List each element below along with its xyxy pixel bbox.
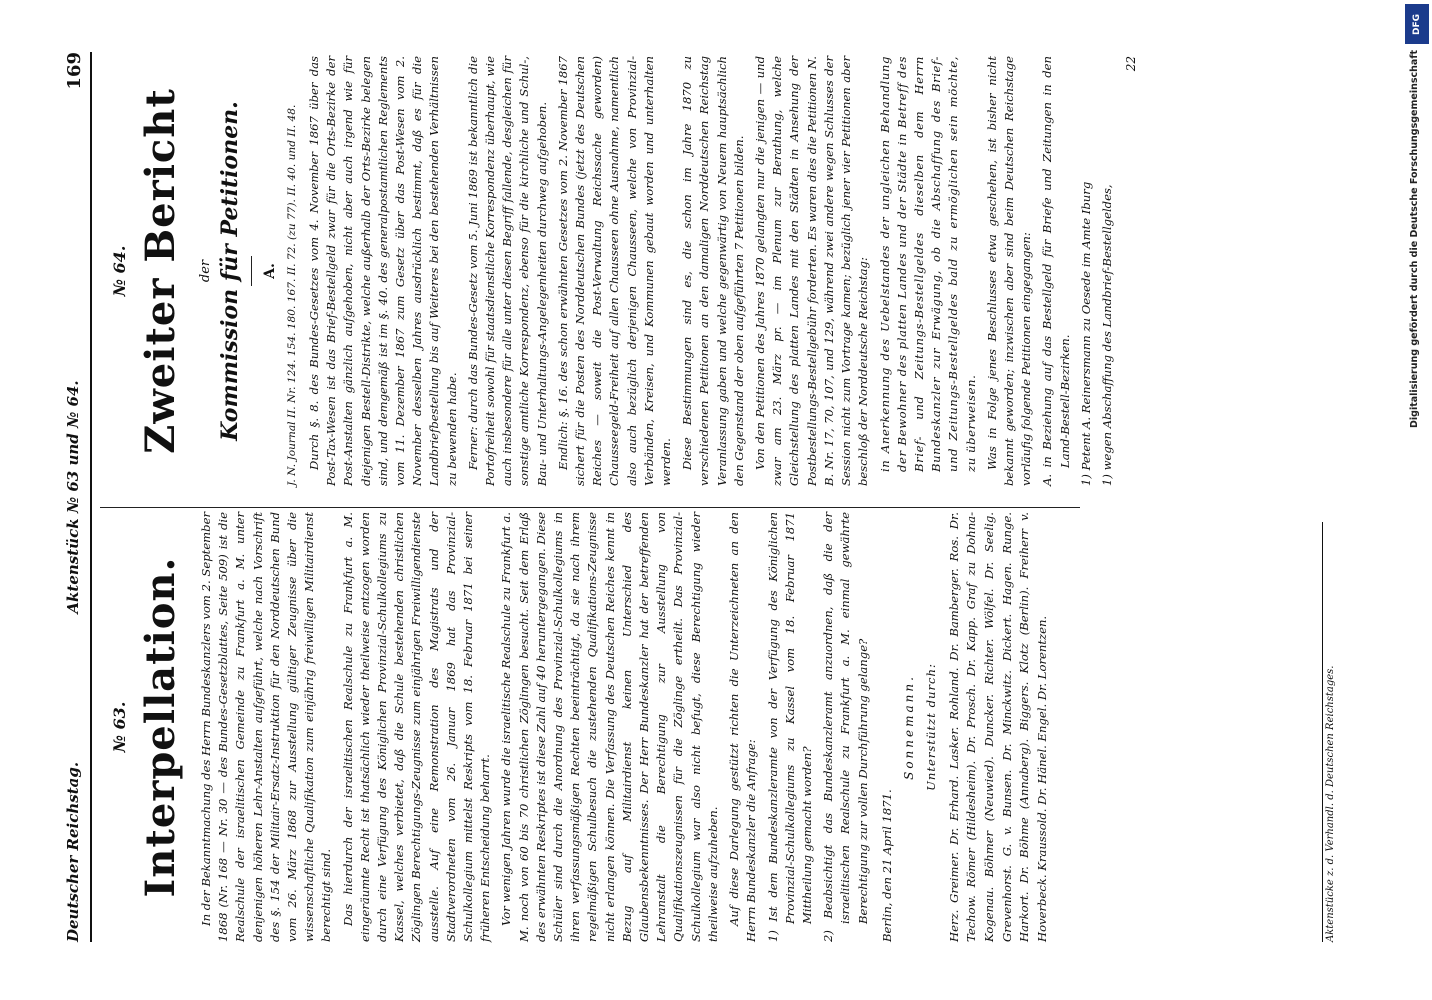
journal-reference: J. N. Journal II. Nr. 124. 154. 180. 167. II. 72. (zu 77). II. 40. und II. 48.	[286, 104, 298, 486]
report-paragraph: Diese Bestimmungen sind es, die schon im Jahre 1870 zu verschiedenen Petitionen an den damaligen Norddeutschen Reichstag Veranlassung gaben und welche gegenwärtig von Neuem hauptsächlich den Gegenstand der oben aufgeführten 7 Petitionen bilden.	[680, 56, 746, 486]
page-number: 169	[64, 52, 85, 90]
document-number-64: № 64.	[110, 245, 129, 297]
date-line: Berlin, den 21 April 1871.	[879, 789, 894, 942]
report-subtitle: Kommission für Petitionen.	[217, 101, 243, 441]
petition-category-a: A. in Beziehung auf das Bestellgeld für Briefe und Zeitungen in den Land-Bestell-Bezirken.	[1040, 56, 1072, 486]
dfg-logo: DFG	[1405, 4, 1429, 44]
report-title: Zweiter Bericht	[137, 88, 184, 454]
page-footer: Aktenstücke z. d. Verhandl. d. Deutschen Reichstages.	[1322, 522, 1336, 942]
closing-paragraph: Was in Folge jenes Beschlusses etwa geschehen, ist bisher nicht bekannt geworden; inzwischen aber sind beim Deutschen Reichstage vorläufig folgende Petitionen eingegangen:	[984, 56, 1034, 486]
resolution-text: in Anerkennung des Uebelstandes der ungleichen Behandlung der Bewohner des platten Landes und der Städte in Betreff des Brief- und Zeitungs-Bestellgeldes dieselben dem Herrn Bundeskanzler zur Erwägung, ob die Abschaffung des Brief- und Zeitungs-Bestellgeldes bald zu ermöglichen sein möchte, zu überweisen.	[877, 56, 978, 472]
supporters-list: Herz. Greimer. Dr. Erhard. Lasker. Rohland. Dr. Bamberger. Ros. Dr. Techow. Römer (Hildesheim). Dr. Prosch. Dr. Kapp. Graf zu Dohna-Kogenau. Böhmer (Neuwied). Duncker. Richter. Wölfel. Dr. Seelig. Grevenhorst. G. v. Bunsen. Dr. Minckwitz. Dickert. Hagen. Runge. Harkort. Dr. Böhme (Annaberg). Biggers. Klotz (Berlin). Freiherr v. Hoverbeck. Kraussold. Dr. Hänel. Engel. Dr. Lorentzen.	[946, 512, 1049, 942]
signer-name: Sonnemann.	[901, 674, 916, 780]
petition-item-1-detail: 1) wegen Abschaffung des Landbrief-Bestellgeldes,	[1099, 184, 1114, 486]
section-letter: A.	[262, 263, 278, 279]
report-paragraph: Ferner: durch das Bundes-Gesetz vom 5. Juni 1869 ist bekanntlich die Portofreiheit sowohl für staatsdienstliche Korrespondenz überhaupt, wie auch insbesondere für alle unter diesen Begriff fallende, desgleichen für sonstige amtliche Korrespondenz, ebenso für die kirchliche und Schul-, Bau- und Unterhaltungs-Angelegenheiten durchweg aufgehoben.	[465, 56, 549, 486]
left-column	[104, 512, 1057, 942]
supported-by-label: Unterstützt durch:	[923, 663, 938, 791]
signature-mark: 22	[1124, 56, 1139, 72]
digitization-credit-strip	[1402, 0, 1432, 1000]
title-rule	[251, 256, 252, 286]
header-publication: Deutscher Reichstag.	[64, 761, 82, 942]
report-paragraph: Von den Petitionen des Jahres 1870 gelangten nur die jenigen — und zwar am 23. März pr. — im Plenum zur Berathung, welche Gleichstellung des platten Landes mit den Städten in Ansehung der Postbestellungs-Bestellgebühr forderten. Es waren dies die Petitionen N. B. Nr. 17, 70, 107, und 129, während zwei andere wegen Schlusses der Session nicht zum Vortrage kamen; bezüglich jener vier Petitionen aber beschloß der Norddeutsche Reichstag:	[753, 56, 871, 486]
interpellation-title: Interpellation.	[137, 556, 184, 898]
header-document-numbers: Aktenstück № 63 und № 64.	[64, 380, 82, 614]
report-paragraph: Durch §. 8. des Bundes-Gesetzes vom 4. November 1867 über das Post-Tax-Wesen ist das Brief-Bestellgeld zwar für die Orts-Bezirke der Post-Anstalten gänzlich aufgehoben, nicht aber auch irgend wie für diejenigen Bestell-Distrikte, welche außerhalb der Orts-Bezirke belegen sind, und demgemäß ist im §. 40. des generalpostamtlichen Reglements vom 11. Dezember 1867 zum Gesetz über das Post-Wesen vom 2. November desselben Jahres ausdrücklich bestimmt, daß es für die Landbriefbestellung bis auf Weiteres bei den bestehenden Verhältnissen zu bewenden habe.	[307, 56, 459, 486]
report-paragraph: Endlich: §. 16. des schon erwähnten Gesetzes vom 2. November 1867 sichert für die Posten des Norddeutschen Bundes (jetzt des Deutschen Reiches — soweit die Post-Verwaltung Reichssache geworden) Chausseegeld-Freiheit auf allen Chausseen ohne Ausnahme, namentlich also auch bezüglich derjenigen Chausseen, welche von Provinzial-Verbänden, Kreisen, und Kommunen gebaut worden und unterhalten werden.	[555, 56, 674, 486]
interpellation-paragraph: Das hierdurch der israelitischen Realschule zu Frankfurt a. M. eingeräumte Recht ist thatsächlich wieder theilweise entzogen worden durch eine Verfügung des Königlichen Provinzial-Schulkollegiums zu Kassel, welches verbietet, daß die Schule bestehenden christlichen Zöglingen Berechtigungs-Zeugnisse zum einjährigen Freiwilligendienste ausstelle. Auf eine Remonstration des Magistrats und der Stadtverordneten vom 26. Januar 1869 hat das Provinzial-Schulkollegium mittelst Reskripts vom 18. Februar 1871 bei seiner früheren Entscheidung beharrt.	[340, 512, 493, 942]
document-number-63: № 63.	[110, 701, 129, 753]
interpellation-paragraph: Auf diese Darlegung gestützt richten die Unterzeichneten an den Herrn Bundeskanzler die Anfrage:	[727, 512, 759, 942]
question-1: 1) Ist dem Bundeskanzleramte von der Verfügung des Königlichen Provinzial-Schulkollegiums zu Kassel vom 18. Februar 1871 Mittheilung gemacht worden?	[765, 512, 814, 942]
interpellation-paragraph: Vor wenigen Jahren wurde die israelitische Realschule zu Frankfurt a. M. noch von 60 bis 70 christlichen Zöglingen besucht. Seit dem Erlaß des erwähnten Reskriptes ist diese Zahl auf 40 heruntergegangen. Diese Schüler sind durch die Anordnung des Provinzial-Schulkollegiums in ihren verfassungsmäßigen Rechten beeinträchtigt, da sie nach ihrem regelmäßigen Schulbesuch die zustehenden Qualifikations-Zeugnisse nicht erlangen können. Die Verfassung des Deutschen Reiches kennt in Bezug auf Militairdienst keinen Unterschied des Glaubensbekenntnisses. Der Herr Bundeskanzler hat der betreffenden Lehranstalt die Berechtigung zur Ausstellung von Qualifikationszeugnissen für die Zöglinge ertheilt. Das Provinzial-Schulkollegium war also nicht befugt, diese Berechtigung wieder theilweise aufzuheben.	[499, 511, 720, 942]
column-divider	[100, 507, 1080, 508]
right-column	[104, 56, 1138, 486]
digitization-credit-text: Digitalisierung gefördert durch die Deutsche Forschungsgemeinschaft	[1409, 50, 1420, 428]
petition-item-1: 1) Petent A. Reinersmann zu Oesede im Amte Iburg	[1078, 181, 1093, 486]
report-title-connector: der	[198, 259, 213, 283]
interpellation-paragraph: In der Bekanntmachung des Herrn Bundeskanzlers vom 2. September 1868 (Nr. 168 — Nr. 30 — des Bundes-Gesetzblattes, Seite 509) ist die Realschule der israelitischen Gemeinde zu Frankfurt a. M. unter denjenigen höheren Lehr-Anstalten aufgeführt, welche nach Vorschrift des §. 154 der Militair-Ersatz-Instruktion für den Norddeutschen Bund vom 26. März 1868 zur Ausstellung gültiger Zeugnisse über die wissenschaftliche Qualifikation zum einjährig freiwilligen Militairdienst berechtigt sind.	[199, 512, 334, 942]
question-2: 2) Beabsichtigt das Bundeskanzleramt anzuordnen, daß die der israelitischen Realschule zu Frankfurt a. M. einmal gewährte Berechtigung zur vollen Durchführung gelange?	[821, 512, 870, 942]
page-header	[62, 52, 92, 942]
